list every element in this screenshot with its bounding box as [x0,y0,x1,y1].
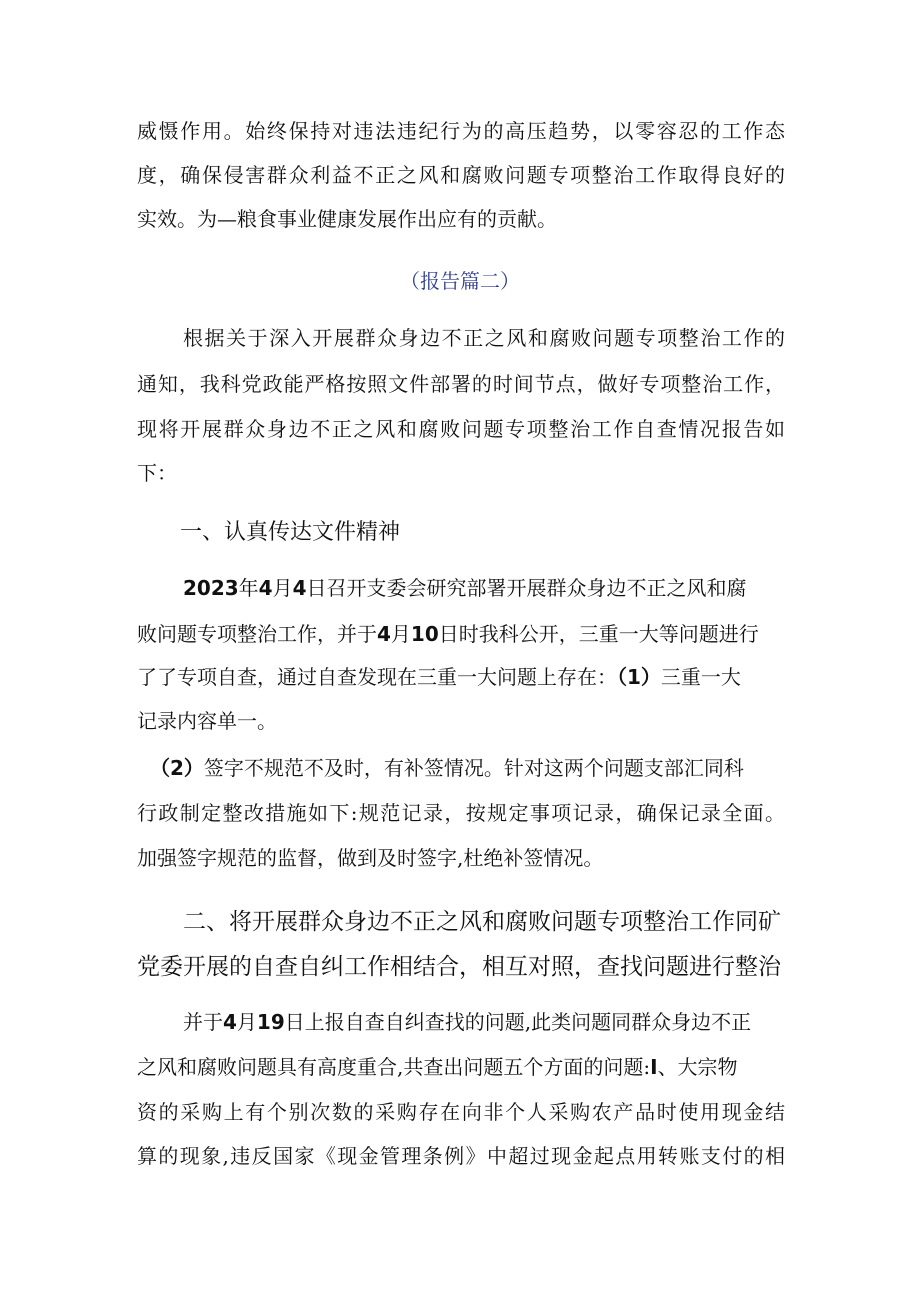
text: 、大宗物 [657,1055,738,1079]
month: 4 [223,1010,237,1034]
section1-p2-line-2: 行政制定整改措施如下:规范记录，按规定事项记录，确保记录全面。 [137,801,785,825]
intro-line-1: 威慑作用。始终保持对违法违纪行为的高压趋势，以零容忍的工作态 [137,119,785,143]
text: 之风和腐败问题具有高度重合,共查出问题五个方面的问题: [137,1055,651,1079]
text: 并于 [183,1010,223,1034]
text: 败问题专项整治工作，并于 [137,622,377,646]
day: 10 [410,622,439,646]
section1-p1-line-4: 记录内容单一。 [137,709,277,733]
text: 三重一大 [660,665,741,689]
section2-p1-line-3: 资的采购上有个别次数的采购存在向非个人采购农产品时使用现金结 [137,1100,785,1124]
para1-line-2: 通知，我科党政能严格按照文件部署的时间节点，做好专项整治工作， [137,372,785,396]
month: 4 [377,622,391,646]
section1-p1-line-2 [137,619,759,649]
section1-p1-line-3 [137,662,741,692]
text: 日召开支委会研究部署开展群众身边不正之风和腐 [306,576,747,600]
text: 日上报自查自纠查找的问题,此类问题同群众身边不正 [284,1010,752,1034]
list-number: （1） [617,665,661,689]
intro-line-2: 度，确保侵害群众利益不正之风和腐败问题专项整治工作取得良好的 [137,163,785,187]
para1-line-4: 下： [137,461,177,485]
para1-line-1: 根据关于深入开展群众身边不正之风和腐败问题专项整治工作的 [183,326,785,350]
month: 4 [258,576,273,600]
section1-heading: 一、认真传达文件精神 [180,520,401,545]
list-number: （2） [150,756,204,780]
day: 19 [256,1010,285,1034]
text: 日时我科公开，三重一大等问题进行 [438,622,759,646]
section2-p1-line-4: 算的现象,违反国家《现金管理条例》中超过现金起点用转账支付的相 [137,1144,785,1168]
text: 年 [238,576,259,600]
section1-p1-line-1 [183,573,785,603]
section1-p2-line-3: 加强签字规范的监督，做到及时签字,杜绝补签情况。 [137,846,604,870]
section2-heading-line-1: 二、将开展群众身边不正之风和腐败问题专项整治工作同矿 [183,909,781,935]
section2-p1-line-1 [183,1007,785,1037]
text: 签字不规范不及时，有补签情况。针对这两个问题支部汇同科 [203,756,744,780]
list-number: I [650,1055,658,1079]
day: 4 [292,576,307,600]
section2-heading-line-2: 党委开展的自查自纠工作相结合，相互对照，查找问题进行整治 [137,954,781,980]
section2-p1-line-2 [137,1052,738,1082]
para1-line-3: 现将开展群众身边不正之风和腐败问题专项整治工作自查情况报告如 [137,417,785,441]
report-subtitle: （报告篇二） [400,269,520,293]
text: 了了专项自查，通过自查发现在三重一大问题上存在： [137,665,617,689]
text: 月 [236,1010,257,1034]
text: 月 [272,576,293,600]
text: 月 [390,622,411,646]
section1-p2-line-1 [150,753,744,783]
year: 2023 [183,576,239,600]
intro-line-3: 实效。为—粮食事业健康发展作出应有的贡献。 [137,207,557,231]
